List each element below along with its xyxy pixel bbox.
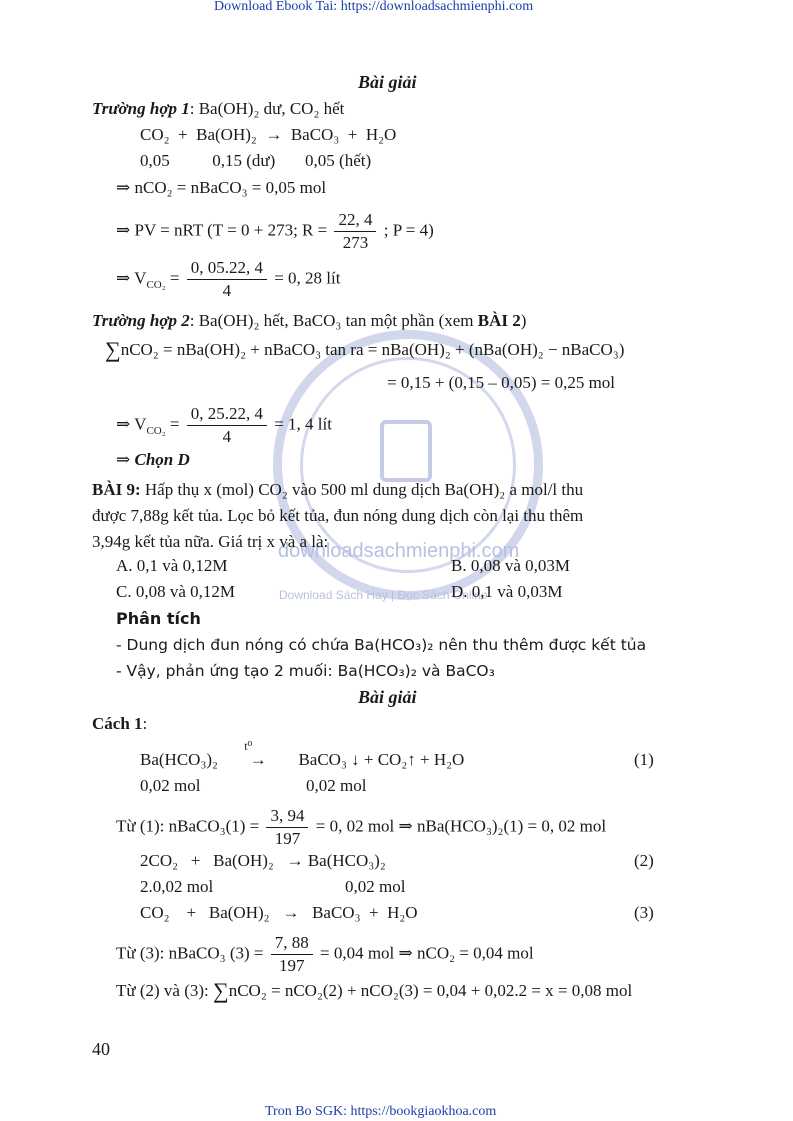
r-fraction-den: 273	[342, 233, 369, 252]
answer-choice: Chọn D	[134, 450, 190, 469]
reaction-1: Ba(HCO₃)₂ t⁰ → BaCO₃ ↓ + CO₂↑ + H₂O	[140, 739, 465, 769]
heat-arrow: t⁰ →	[244, 739, 267, 769]
analysis-item-1: - Dung dịch đun nóng có chứa Ba(HCO₃)₂ nên thu thêm được kết tủa	[116, 636, 647, 654]
sum-result: = 0,15 + (0,15 – 0,05) = 0,25 mol	[387, 373, 616, 392]
method-1: Cách 1:	[92, 714, 148, 733]
header-download-link[interactable]: Download Ebook Tai: https://downloadsachmienphi.com	[214, 0, 534, 14]
problem-9: BÀI 9: Hấp thụ x (mol) CO₂ vào 500 ml dung dịch Ba(OH)₂ a mol/l thu được 7,88g kết tủa. Lọc bỏ kết tủa, đun nóng dung dịch còn lại thu thêm 3,94g kết tủa nữa. Giá trị x và a là:	[92, 480, 584, 551]
option-c: C. 0,08 và 0,12M	[116, 582, 235, 601]
option-a: A. 0,1 và 0,12M	[116, 556, 228, 575]
option-d: D. 0,1 và 0,03M	[451, 582, 563, 601]
reaction-2: 2CO₂ + Ba(OH)₂ → Ba(HCO₃)₂	[140, 851, 386, 870]
watermark-site: downloadsachmienphi.com	[278, 540, 520, 562]
reaction-2-amount-right: 0,02 mol	[345, 877, 406, 896]
reaction-2-amount-left: 2.0,02 mol	[140, 877, 214, 896]
from-1-equation: Từ (1): nBaCO₃(1) = $\frac{3, 94}{197}$ = 0, 02 mol ⇒ nBa(HCO₃)₂(1) = 0, 02 mol	[116, 806, 607, 848]
problem-9-label: BÀI 9:	[92, 480, 141, 499]
watermark-tagline: Download Sách Hay | Đọc Sách Online	[279, 588, 488, 602]
reaction-2-number: (2)	[634, 851, 654, 870]
case2-line: Trường hợp 2: Ba(OH)₂ hết, BaCO₃ tan một phần (xem BÀI 2)	[92, 311, 527, 330]
case2-label: Trường hợp 2	[92, 311, 190, 330]
answer-line: ⇒ Chọn D	[116, 450, 190, 469]
reaction-3-number: (3)	[634, 903, 654, 922]
solution-heading: Bài giải	[358, 72, 417, 92]
analysis-item-2: - Vậy, phản ứng tạo 2 muối: Ba(HCO₃)₂ và BaCO₃	[116, 662, 495, 680]
volume-equation-2: ⇒ $V_{CO_2}$ = $\frac{0, 25.22, 4}{4}$ = 1, 4 lít	[116, 404, 332, 446]
case1-label: Trường hợp 1	[92, 99, 190, 118]
from-2-and-3-equation: Từ (2) và (3): ∑nCO₂ = nCO₂(2) + nCO₂(3) = 0,04 + 0,02.2 = x = 0,08 mol	[116, 978, 633, 1003]
mole-equality-line: ⇒ nCO₂ = nBaCO₃ = 0,05 mol	[116, 178, 327, 197]
r-fraction-num: 22, 4	[334, 210, 376, 232]
page-number: 40	[92, 1039, 110, 1059]
case1-line	[92, 99, 344, 119]
pv-equation: ⇒ PV = nRT (T = 0 + 273; R = $\frac{22, 4}{273}$ ; P = 4)	[116, 210, 434, 252]
equation-1-amounts: 0,05 0,15 (dư) 0,05 (hết)	[140, 151, 372, 170]
reaction-1-number: (1)	[634, 750, 654, 769]
reaction-1-amount-left: 0,02 mol	[140, 776, 201, 795]
case1-desc: : Ba(OH)₂ dư, CO₂ hết	[189, 99, 345, 118]
footer-sgk-link[interactable]: Tron Bo SGK: https://bookgiaokhoa.com	[265, 1104, 497, 1119]
from-3-equation: Từ (3): nBaCO₃ (3) = $\frac{7, 88}{197}$ = 0,04 mol ⇒ nCO₂ = 0,04 mol	[116, 933, 534, 975]
watermark-book-icon	[380, 420, 432, 482]
option-b: B. 0,08 và 0,03M	[451, 556, 570, 575]
reaction-3: CO₂ + Ba(OH)₂ → BaCO₃ + H₂O	[140, 903, 418, 922]
volume-equation-1: ⇒ $V_{CO_2}$ = $\frac{0, 05.22, 4}{4}$ = 0, 28 lít	[116, 258, 341, 300]
reaction-1-amount-right: 0,02 mol	[306, 776, 367, 795]
sum-equation: ∑nCO₂ = nBa(OH)₂ + nBaCO₃ tan ra = nBa(OH)₂ + (nBa(OH)₂ − nBaCO₃)	[105, 337, 625, 362]
equation-1: CO₂ + Ba(OH)₂ → BaCO₃ + H₂O	[140, 125, 397, 144]
solution-heading-2: Bài giải	[358, 687, 417, 707]
analysis-heading: Phân tích	[116, 609, 201, 628]
